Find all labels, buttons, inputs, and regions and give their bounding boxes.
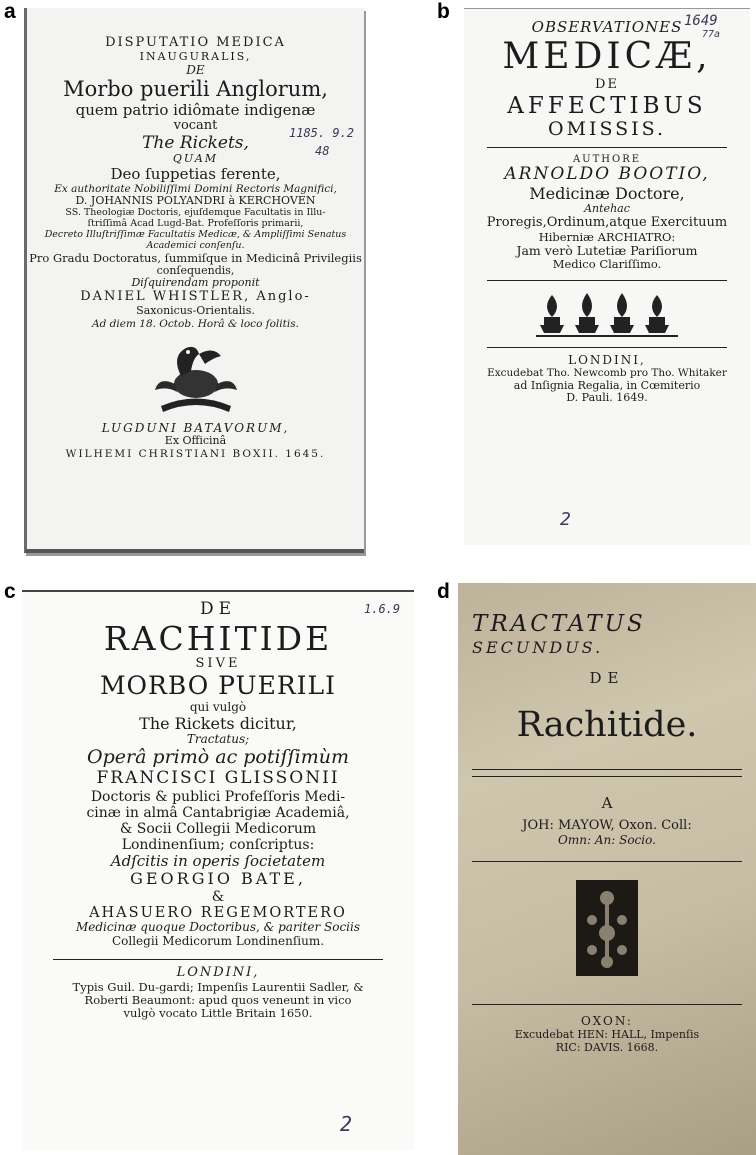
handwritten-note: 1649	[684, 13, 718, 29]
fleuron-ornament-icon	[532, 287, 682, 341]
text-line: RACHITIDE	[103, 618, 333, 658]
text-line: Excudebat Tho. Newcomb pro Tho. Whitaker	[487, 367, 727, 380]
text-line: DE	[186, 62, 205, 77]
text-line: cinæ in almâ Cantabrigiæ Academiâ,	[86, 804, 350, 821]
text-line: &	[211, 888, 225, 905]
text-line: ARNOLDO BOOTIO,	[504, 164, 710, 185]
text-line: conſequendis,	[156, 263, 235, 277]
rule-divider	[472, 776, 742, 777]
text-line: ſtriſſimâ Acad Lugd-Bat. Profeſſoris primarii,	[87, 217, 304, 229]
text-line: RIC: DAVIS. 1668.	[555, 1040, 659, 1054]
text-line: D. JOHANNIS POLYANDRI à KERCHOVEN	[75, 194, 316, 208]
text-line: Decreto Illuſtriſſimæ Facultatis Medicæ, & Ampliſſimi Senatus	[44, 228, 347, 240]
text-line: The Rickets dicitur,	[139, 713, 297, 733]
text-line: Roberti Beaumont: apud quos veneunt in vico	[84, 993, 352, 1008]
text-line: & Socii Collegii Medicorum	[119, 820, 317, 837]
title-page-b	[464, 8, 750, 545]
text-line: FRANCISCI GLISSONII	[96, 768, 340, 788]
text-line: AUTHORE	[572, 153, 642, 165]
text-line: OXON:	[581, 1014, 633, 1029]
text-line: Hiberniæ ARCHIATRO:	[538, 229, 676, 244]
text-line: LUGDUNI BATAVORUM,	[101, 420, 290, 435]
text-line: Jam verò Lutetiæ Pariſiorum	[516, 243, 698, 259]
text-line: Morbo puerili Anglorum,	[63, 77, 328, 102]
text-line: SIVE	[195, 656, 241, 672]
text-line: Doctoris & publici Profeſſoris Medi-	[90, 788, 346, 805]
text-line: Omn: An: Socio.	[558, 832, 656, 847]
text-line: Ad diem 18. Octob. Horâ & loco ſolitis.	[92, 317, 299, 330]
printer-ornament-icon	[574, 878, 640, 978]
text-line: TRACTATUS	[472, 611, 646, 637]
text-line: DISPUTATIO MEDICA	[105, 35, 286, 50]
text-line: Collegii Medicorum Londinenſium.	[111, 934, 325, 949]
rule-divider	[487, 347, 727, 348]
title-page-d	[458, 583, 756, 1155]
text-line: quem patrio idiômate indigenæ	[75, 100, 316, 119]
text-line: Medico Clariſſimo.	[552, 257, 662, 272]
panel-label-b: b	[437, 0, 450, 23]
text-line: OBSERVATIONES	[531, 18, 683, 36]
rule-divider	[487, 147, 727, 148]
text-line: LONDINI,	[176, 964, 260, 980]
text-line: DE	[589, 668, 625, 687]
text-line: qui vulgò	[189, 700, 247, 715]
handwritten-note: 1.6.9	[364, 602, 401, 616]
text-line: vulgò vocato Little Britain 1650.	[123, 1006, 313, 1021]
text-line: SS. Theologiæ Doctoris, ejuſdemque Facultatis in Illu-	[65, 206, 326, 218]
title-page-a	[24, 8, 364, 553]
text-line: Operâ primò ac potiſſimùm	[87, 746, 349, 769]
text-line: Proregis,Ordinum,atque Exercituum	[486, 214, 728, 230]
text-line: ad Inſignia Regalia, in Cœmiterio	[513, 378, 701, 392]
text-line: Academici conſenſu.	[146, 239, 245, 251]
handwritten-note: 48	[315, 144, 330, 158]
text-line: Tractatus;	[186, 732, 250, 747]
text-line: Medicinæ quoque Doctoribus, & pariter Sociis	[75, 920, 360, 935]
text-line: vocant	[173, 117, 218, 133]
text-line: QUAM	[172, 152, 219, 166]
rule-divider	[472, 769, 742, 770]
text-line: DE	[199, 599, 237, 619]
text-line: SECUNDUS.	[472, 638, 604, 658]
text-line: Londinenſium; conſcriptus:	[121, 836, 315, 853]
title-page-c	[22, 590, 414, 1150]
text-line: A	[601, 794, 613, 813]
text-line: LONDINI,	[568, 352, 646, 367]
text-line: WILHEMI CHRISTIANI BOXII. 1645.	[65, 448, 326, 461]
text-line: Ex Officinâ	[164, 434, 227, 448]
text-line: DANIEL WHISTLER, Anglo-	[80, 289, 311, 305]
text-line: INAUGURALIS,	[139, 49, 252, 63]
handwritten-note: 2	[560, 509, 571, 530]
text-line: Deo ſuppetias ferente,	[110, 164, 281, 183]
rule-divider	[487, 280, 727, 281]
text-line: AFFECTIBUS	[507, 92, 707, 119]
text-line: Pro Gradu Doctoratus, ſummiſque in Medicinâ Privilegiis	[29, 250, 362, 265]
text-line: MORBO PUERILI	[99, 671, 337, 701]
text-line: Saxonicus-Orientalis.	[136, 303, 255, 317]
rule-divider	[472, 1004, 742, 1005]
panel-label-c: c	[4, 580, 16, 603]
text-line: Medicinæ Doctore,	[529, 183, 685, 203]
panel-label-d: d	[437, 580, 450, 603]
text-line: Antehac	[584, 202, 630, 216]
handwritten-note: 2	[340, 1112, 353, 1136]
text-line: OMISSIS.	[547, 118, 667, 141]
text-line: Diſquirendam proponit	[131, 276, 260, 290]
rule-divider	[53, 959, 383, 960]
pelican-printer-device-icon	[141, 336, 251, 416]
text-line: Typis Guil. Du-gardi; Impenſis Laurentii Sadler, &	[72, 979, 364, 994]
text-line: DE	[595, 76, 619, 92]
text-line: Ex authoritate Nobiliſſimi Domini Rectoris Magnifici,	[54, 183, 337, 196]
text-line: Excudebat HEN: HALL, Impenſis	[514, 1028, 700, 1042]
handwritten-note: 77a	[702, 29, 721, 40]
text-line: GEORGIO BATE,	[130, 869, 306, 889]
panel-label-a: a	[4, 0, 16, 23]
text-line: MEDICÆ,	[502, 36, 712, 78]
text-line: Adſcitis in operis ſocietatem	[110, 851, 326, 870]
text-line: AHASUERO REGEMORTERO	[89, 904, 347, 921]
handwritten-note: 1185. 9.2	[289, 126, 355, 140]
text-line: JOH: MAYOW, Oxon. Coll:	[522, 817, 692, 833]
text-line: D. Pauli. 1649.	[566, 391, 648, 405]
text-line: The Rickets,	[142, 132, 249, 153]
text-line: Rachitide.	[516, 705, 698, 746]
rule-divider	[472, 861, 742, 862]
